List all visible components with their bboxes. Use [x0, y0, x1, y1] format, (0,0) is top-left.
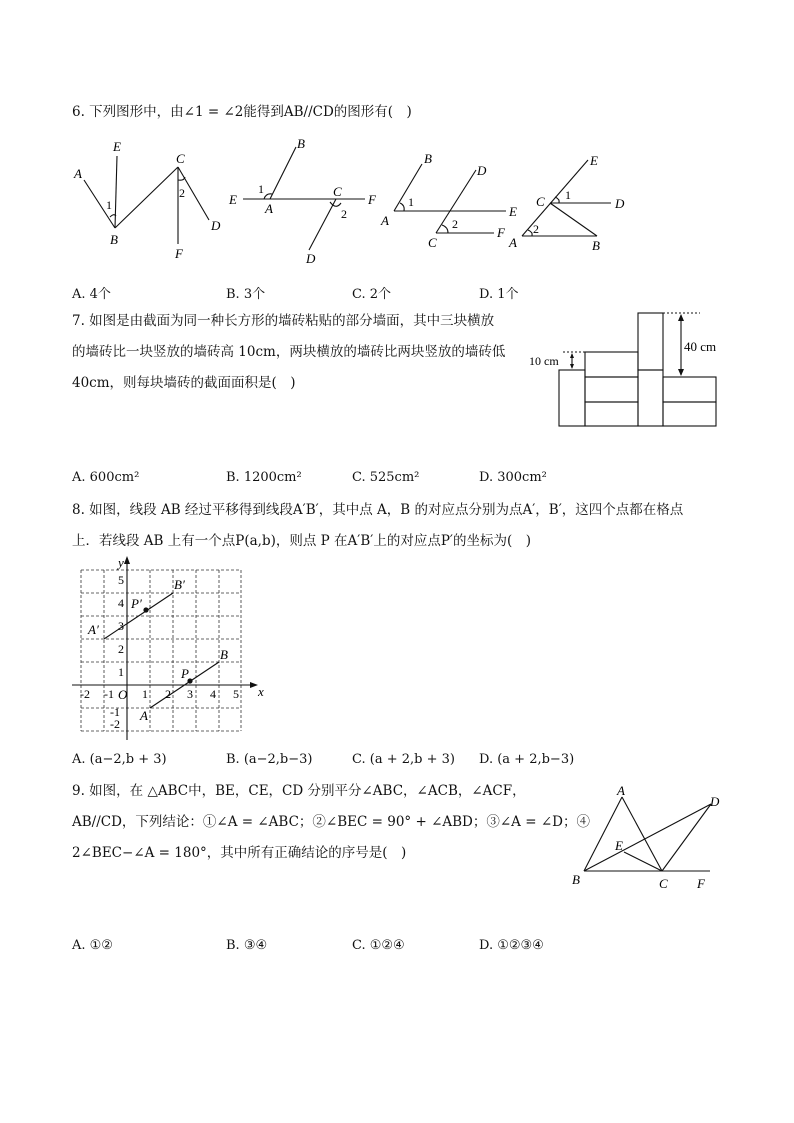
q6-stem: 6. 下列图形中，由∠1 = ∠2能得到AB//CD的图形有( ) — [72, 104, 412, 120]
fig1-label-b: B — [110, 232, 118, 247]
q9-line-2: AB//CD，下列结论：①∠A = ∠ABC；②∠BEC = 90° + ∠ABD；③∠A = ∠D；④ — [72, 814, 590, 830]
fig3-label-f: F — [497, 225, 505, 240]
x-tick: 1 — [142, 687, 148, 701]
q8-line-1: 8. 如图，线段 AB 经过平移得到线段A′B′，其中点 A，B 的对应点分别为点A′，B′，这四个点都在格点 — [72, 502, 684, 518]
point-p-label: P — [181, 666, 189, 681]
q8-option-a: A. (a−2,b + 3) — [72, 752, 167, 767]
q9-option-b: B. ③④ — [226, 938, 268, 953]
y-tick: 3 — [118, 619, 124, 633]
q9-label-b: B — [572, 872, 580, 887]
fig3-label-b: B — [424, 151, 432, 166]
q7-option-a: A. 600cm² — [72, 470, 140, 485]
fig3-label-c: C — [428, 235, 437, 250]
fig1-angle-1: 1 — [106, 198, 112, 212]
fig3-angle-1: 1 — [408, 195, 414, 209]
q9-label-a: A — [617, 783, 625, 798]
x-tick: 5 — [233, 687, 239, 701]
q6-option-c: C. 2个 — [352, 287, 392, 302]
q8-option-c: C. (a + 2,b + 3) — [352, 752, 455, 767]
q7-option-c: C. 525cm² — [352, 470, 420, 485]
fig4-label-d: D — [615, 196, 625, 211]
fig3-label-a: A — [381, 213, 389, 228]
axis-x-label: x — [258, 684, 264, 699]
q6-option-a: A. 4个 — [72, 287, 111, 302]
fig3-label-d: D — [477, 163, 487, 178]
fig2-label-d: D — [306, 251, 316, 266]
q9-label-c: C — [659, 876, 668, 891]
q9-label-d: D — [710, 794, 720, 809]
q9-line-1: 9. 如图，在 △ABC中，BE，CE，CD 分别平分∠ABC，∠ACB，∠ACF， — [72, 783, 526, 799]
fig1-label-e: E — [113, 139, 121, 154]
x-tick: -1 — [104, 687, 114, 701]
y-tick: -2 — [110, 717, 120, 731]
point-p-prime-label: P′ — [131, 596, 142, 611]
fig1-label-a: A — [74, 166, 82, 181]
y-tick: -1 — [110, 705, 120, 719]
x-tick: 3 — [187, 687, 193, 701]
fig4-label-c: C — [536, 194, 545, 209]
q7-option-b: B. 1200cm² — [226, 470, 302, 485]
x-tick: 2 — [165, 687, 171, 701]
q6-option-b: B. 3个 — [226, 287, 266, 302]
fig2-angle-1: 1 — [258, 182, 264, 196]
q7-line-3: 40cm，则每块墙砖的截面面积是( ) — [72, 375, 296, 391]
fig4-angle-2: 2 — [533, 222, 539, 236]
y-tick: 4 — [118, 596, 124, 610]
point-a-label: A — [140, 708, 148, 723]
q8-option-b: B. (a−2,b−3) — [226, 752, 313, 767]
q7-label-40cm: 40 cm — [684, 339, 717, 354]
q9-option-c: C. ①②④ — [352, 938, 405, 953]
fig1-label-c: C — [176, 151, 185, 166]
point-b-label: B — [220, 647, 228, 662]
q9-option-a: A. ①② — [72, 938, 113, 953]
fig1-angle-2: 2 — [179, 186, 185, 200]
point-b-prime-label: B′ — [174, 577, 185, 592]
fig4-angle-1: 1 — [565, 188, 571, 202]
x-tick: -2 — [80, 687, 90, 701]
fig2-angle-2: 2 — [341, 207, 347, 221]
y-tick: 2 — [118, 642, 124, 656]
q8-option-d: D. (a + 2,b−3) — [479, 752, 575, 767]
fig1-label-d: D — [211, 218, 221, 233]
q6-option-d: D. 1个 — [479, 287, 519, 302]
q9-label-f: F — [697, 876, 705, 891]
fig2-label-f: F — [368, 192, 376, 207]
fig2-label-a: A — [265, 201, 273, 216]
q9-line-3: 2∠BEC−∠A = 180°，其中所有正确结论的序号是( ) — [72, 845, 407, 861]
q7-line-1: 7. 如图是由截面为同一种长方形的墙砖粘贴的部分墙面，其中三块横放 — [72, 313, 495, 329]
fig2-label-c: C — [333, 184, 342, 199]
q7-option-d: D. 300cm² — [479, 470, 547, 485]
fig4-label-a: A — [509, 235, 517, 250]
fig1-label-f: F — [175, 246, 183, 261]
y-tick: 1 — [118, 665, 124, 679]
q7-label-10cm: 10 cm — [529, 354, 559, 368]
q8-line-2: 上．若线段 AB 上有一个点P(a,b)，则点 P 在A′B′上的对应点P′的坐标为( ) — [72, 533, 531, 549]
fig2-label-b: B — [297, 136, 305, 151]
fig2-label-e: E — [229, 192, 237, 207]
fig4-label-e: E — [590, 153, 598, 168]
axis-y-label: y — [118, 555, 124, 570]
fig4-label-b: B — [592, 238, 600, 253]
fig3-angle-2: 2 — [452, 217, 458, 231]
point-a-prime-label: A′ — [88, 622, 99, 637]
q7-line-2: 的墙砖比一块竖放的墙砖高 10cm，两块横放的墙砖比两块竖放的墙砖低 — [72, 344, 506, 360]
q9-label-e: E — [615, 838, 623, 853]
x-tick: 4 — [210, 687, 216, 701]
q9-option-d: D. ①②③④ — [479, 938, 544, 953]
fig3-label-e: E — [509, 204, 517, 219]
y-tick: 5 — [118, 573, 124, 587]
origin-label: O — [118, 687, 128, 702]
